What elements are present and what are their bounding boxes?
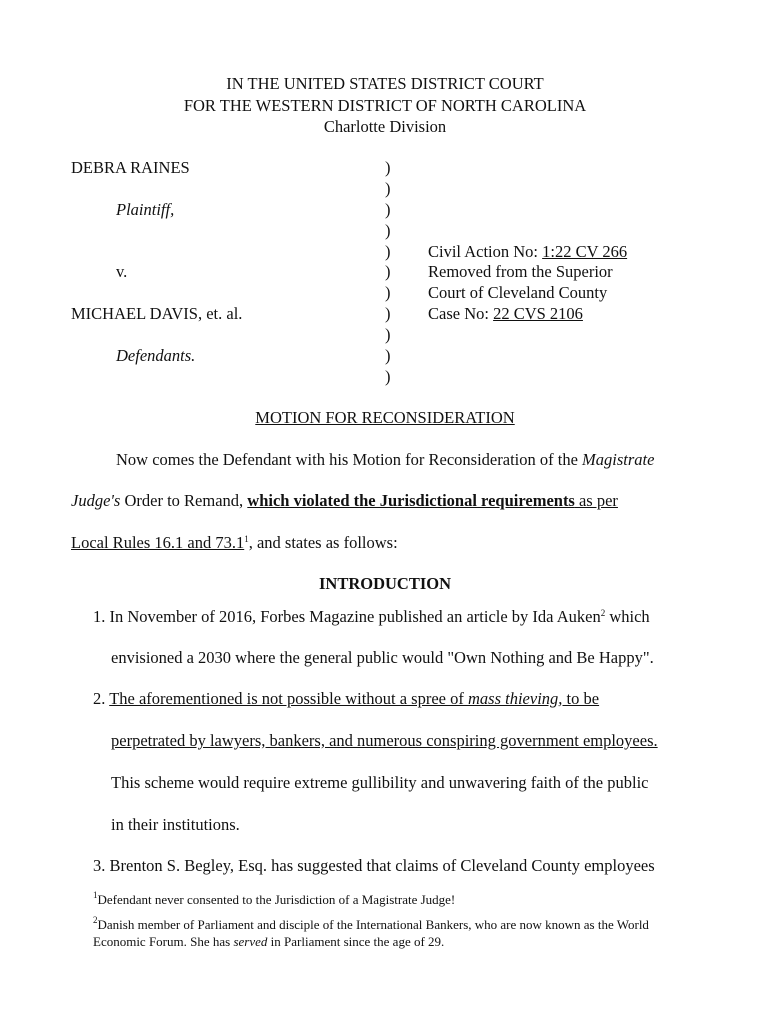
plaintiff-name: DEBRA RAINES xyxy=(71,158,190,177)
intro-text-underlined: The aforementioned is not possible without a spree of xyxy=(109,689,468,708)
motion-title: MOTION FOR RECONSIDERATION xyxy=(255,408,515,427)
caption-paren: ) xyxy=(385,304,391,323)
plaintiff-role: Plaintiff, xyxy=(116,200,175,219)
footnote-mark: 2 xyxy=(93,915,98,925)
motion-text-italic: Judge's xyxy=(71,491,121,510)
footnote-text: in Parliament since the age of 29. xyxy=(267,934,445,949)
footnote-2-line1 xyxy=(93,917,649,933)
court-division: Charlotte Division xyxy=(323,117,447,136)
motion-paragraph-line2 xyxy=(71,491,618,511)
introduction-heading: INTRODUCTION xyxy=(318,574,452,593)
local-rules-reference: Local Rules 16.1 and 73.1 xyxy=(71,533,245,552)
footnote-text: Economic Forum. She has xyxy=(93,934,234,949)
intro-item-3-line1: 3. Brenton S. Begley, Esq. has suggested that claims of Cleveland County employees xyxy=(93,856,655,875)
motion-text-underlined: as per xyxy=(574,491,618,510)
intro-text: 1. In November of 2016, Forbes Magazine published an article by Ida Auken xyxy=(93,607,601,626)
intro-text-italic: mass thieving xyxy=(468,689,559,708)
case-no-label: Case No: xyxy=(428,304,494,323)
footnote-2-line2 xyxy=(93,934,444,950)
case-no-line xyxy=(428,304,583,324)
motion-text-bold: which violated the Jurisdictional requirements xyxy=(247,491,575,510)
civil-action-label: Civil Action No: xyxy=(428,242,543,261)
caption-paren: ) xyxy=(385,283,391,302)
caption-paren: ) xyxy=(385,346,391,365)
intro-item-2-line1 xyxy=(93,689,599,709)
intro-item-2-line4: in their institutions. xyxy=(111,815,240,834)
footnote-text-italic: served xyxy=(233,934,268,949)
footnote-mark: 1 xyxy=(93,890,98,900)
caption-paren: ) xyxy=(385,367,391,386)
caption-paren: ) xyxy=(385,158,391,177)
footnote-ref-2: 2 xyxy=(600,608,606,618)
civil-action-number: 1:22 CV 266 xyxy=(542,242,628,261)
caption-paren: ) xyxy=(385,200,391,219)
defendant-name: MICHAEL DAVIS, et. al. xyxy=(71,304,243,323)
intro-item-2-line2: perpetrated by lawyers, bankers, and numerous conspiring government employees. xyxy=(111,731,658,750)
court-name-line2: FOR THE WESTERN DISTRICT OF NORTH CAROLINA xyxy=(183,96,587,115)
caption-paren: ) xyxy=(385,242,391,261)
intro-text-underlined: , to be xyxy=(558,689,600,708)
removed-from-line1: Removed from the Superior xyxy=(428,262,613,281)
motion-paragraph-line3 xyxy=(71,533,398,553)
intro-number: 2. xyxy=(93,689,110,708)
versus-label: v. xyxy=(116,262,128,281)
case-no-number: 22 CVS 2106 xyxy=(493,304,583,323)
motion-text: Order to Remand, xyxy=(120,491,248,510)
caption-paren: ) xyxy=(385,262,391,281)
intro-item-1-line1 xyxy=(93,607,650,627)
intro-text: which xyxy=(605,607,650,626)
motion-text: , and states as follows: xyxy=(248,533,398,552)
intro-item-1-line2: envisioned a 2030 where the general public would "Own Nothing and Be Happy". xyxy=(111,648,654,667)
intro-item-2-line3: This scheme would require extreme gullibility and unwavering faith of the public xyxy=(111,773,649,792)
motion-text-italic: Magistrate xyxy=(582,450,655,469)
footnote-text: Defendant never consented to the Jurisdiction of a Magistrate Judge! xyxy=(97,892,456,907)
removed-from-line2: Court of Cleveland County xyxy=(428,283,608,302)
court-name-line1: IN THE UNITED STATES DISTRICT COURT xyxy=(226,74,544,93)
footnote-ref-1: 1 xyxy=(244,534,249,544)
caption-paren: ) xyxy=(385,325,391,344)
motion-text: Now comes the Defendant with his Motion for Reconsideration of the xyxy=(116,450,583,469)
caption-paren: ) xyxy=(385,221,391,240)
footnote-text: Danish member of Parliament and disciple of the International Bankers, who are now known as the World xyxy=(97,917,649,932)
caption-paren: ) xyxy=(385,179,391,198)
defendant-role: Defendants. xyxy=(116,346,196,365)
motion-paragraph-line1 xyxy=(116,450,654,470)
civil-action-line xyxy=(428,242,627,262)
footnote-1 xyxy=(93,892,455,908)
